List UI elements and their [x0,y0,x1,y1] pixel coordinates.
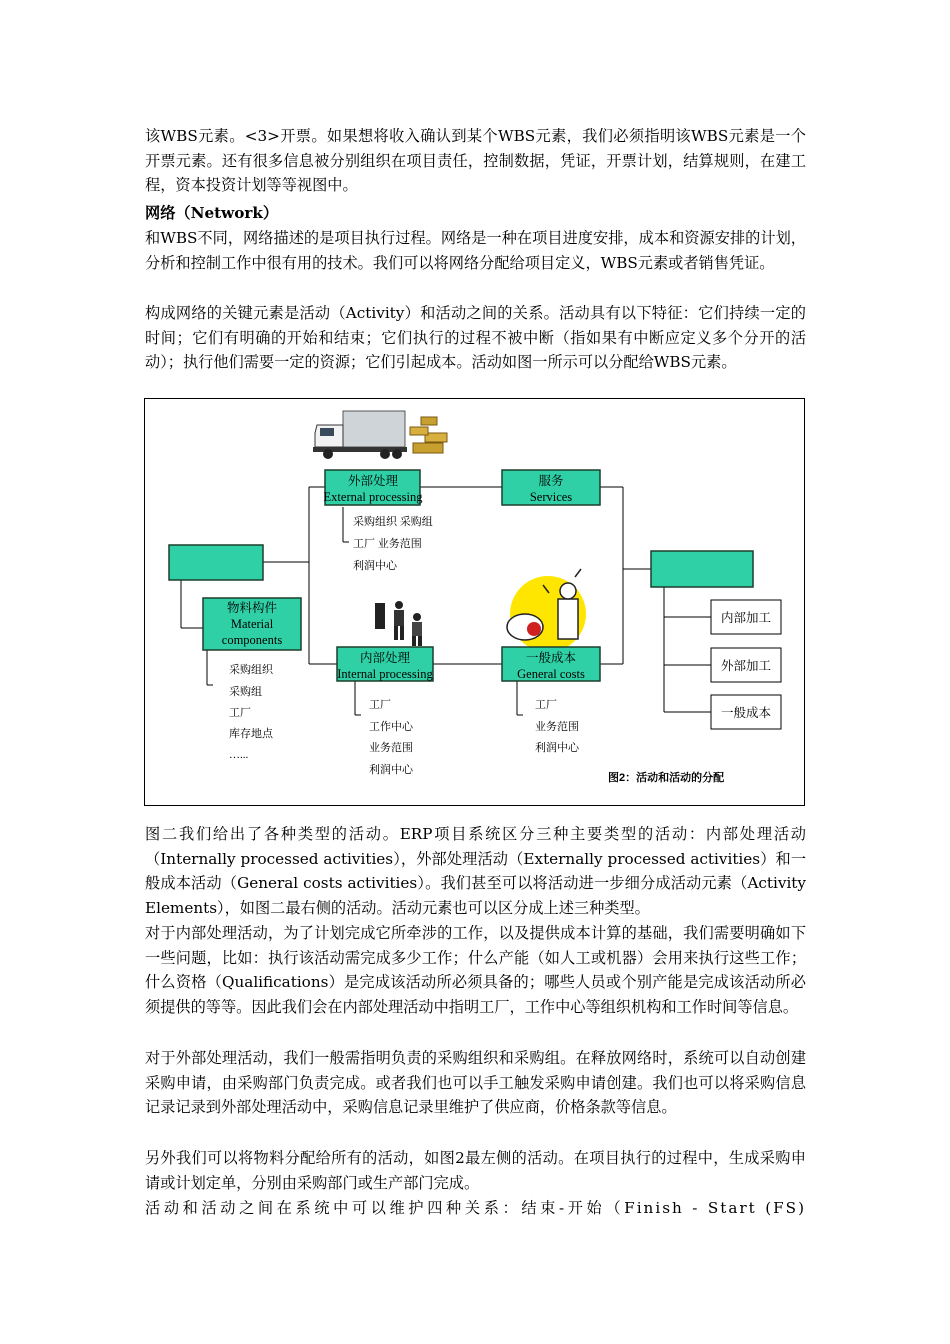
paragraph-wbs-billing: 该WBS元素。<3>开票。如果想将收入确认到某个WBS元素，我们必须指明该WBS元素是一个开票元素。还有很多信息被分别组织在项目责任，控制数据，凭证，开票计划，结算规则，在建工程，资本投资计划等等视图中。 [145,127,806,195]
services-en: Services [529,490,573,504]
wbs-element-box-left [169,545,263,580]
general-attr-0: 工厂 [535,699,557,711]
paragraph-activity-types: 图二我们给出了各种类型的活动。ERP项目系统区分三种主要类型的活动：内部处理活动（Internally processed activities），外部处理活动（Externally processed activities）和一般成本活动（General costs activities）。我们甚至可以将活动进一步细分成活动元素（Activity Elements），如图二最右侧的活动。活动元素也可以区分成上述三种类型。 [145,825,806,917]
general-costs-cn: 一般成本 [525,651,577,665]
internal-attr-1: 工作中心 [369,721,413,733]
external-processing-cn: 外部处理 [347,474,399,488]
external-attr-2: 利润中心 [353,560,397,572]
paragraph-relationships: 活动和活动之间在系统中可以维护四种关系：结束-开始（Finish - Start (FS) [145,1199,806,1217]
element-general-label: 一般成本 [720,706,772,720]
material-attr-2: 工厂 [229,707,251,719]
external-attr-0: 采购组织 采购组 [353,516,433,528]
figure-diagram [145,399,806,807]
material-attr-0: 采购组织 [229,664,273,676]
paragraph-network-intro: 和WBS不同，网络描述的是项目执行过程。网络是一种在项目进度安排，成本和资源安排的计划，分析和控制工作中很有用的技术。我们可以将网络分配给项目定义，WBS元素或者销售凭证。 [145,229,806,272]
paragraph-material-assignment: 另外我们可以将物料分配给所有的活动，如图2最左侧的活动。在项目执行的过程中，生成采购申请或计划定单，分别由采购部门或生产部门完成。 [145,1149,806,1192]
general-attr-1: 业务范围 [535,721,579,733]
element-internal-label: 内部加工 [720,611,772,625]
external-processing-en: External processing [323,490,423,504]
general-costs-en: General costs [517,667,585,681]
material-cn: 物料构件 [226,601,278,615]
internal-attr-0: 工厂 [369,699,391,711]
truck-icon [313,411,407,459]
material-en2: components [221,633,283,647]
paragraph-external-processing: 对于外部处理活动，我们一般需指明负责的采购组织和采购组。在释放网络时，系统可以自动创建采购申请，由采购部门负责完成。或者我们也可以手工触发采购申请创建。我们也可以将采购信息记录记录到外部处理活动中，采购信息记录里维护了供应商，价格条款等信息。 [145,1049,806,1117]
wbs-element-box-right [651,551,753,587]
material-attr-4: …... [229,749,249,761]
general-attr-2: 利润中心 [535,742,579,754]
internal-processing-en: Internal processing [337,667,433,681]
material-en1: Material [230,617,274,631]
section-heading-network: 网络（Network） [145,204,279,222]
activity-assignment-figure [144,398,805,806]
internal-attr-3: 利润中心 [369,764,413,776]
cargo-boxes-icon [410,417,447,453]
money-pig-icon [507,569,586,652]
material-attr-1: 采购组 [229,686,262,698]
material-attr-3: 库存地点 [229,728,273,740]
paragraph-activity-features: 构成网络的关键元素是活动（Activity）和活动之间的关系。活动具有以下特征：它们持续一定的时间；它们有明确的开始和结束；它们执行的过程不被中断（指如果有中断应定义多个分开的活动）；执行他们需要一定的资源；它们引起成本。活动如图一所示可以分配给WBS元素。 [145,304,806,372]
paragraph-internal-processing: 对于内部处理活动，为了计划完成它所牵涉的工作，以及提供成本计算的基础，我们需要明确如下一些问题，比如：执行该活动需完成多少工作；什么产能（如人工或机器）会用来执行这些工作；什么资格（Qualifications）是完成该活动所必须具备的；哪些人员或个别产能是完成该活动所必须提供的等等。因此我们会在内部处理活动中指明工厂，工作中心等组织机构和工作时间等信息。 [145,924,806,1016]
workers-icon [375,601,422,646]
external-attr-1: 工厂 业务范围 [353,538,422,550]
internal-processing-cn: 内部处理 [359,651,411,665]
element-external-label: 外部加工 [720,659,772,673]
figure-caption: 图2：活动和活动的分配 [608,772,725,784]
internal-attr-2: 业务范围 [369,742,413,754]
services-cn: 服务 [538,474,564,488]
